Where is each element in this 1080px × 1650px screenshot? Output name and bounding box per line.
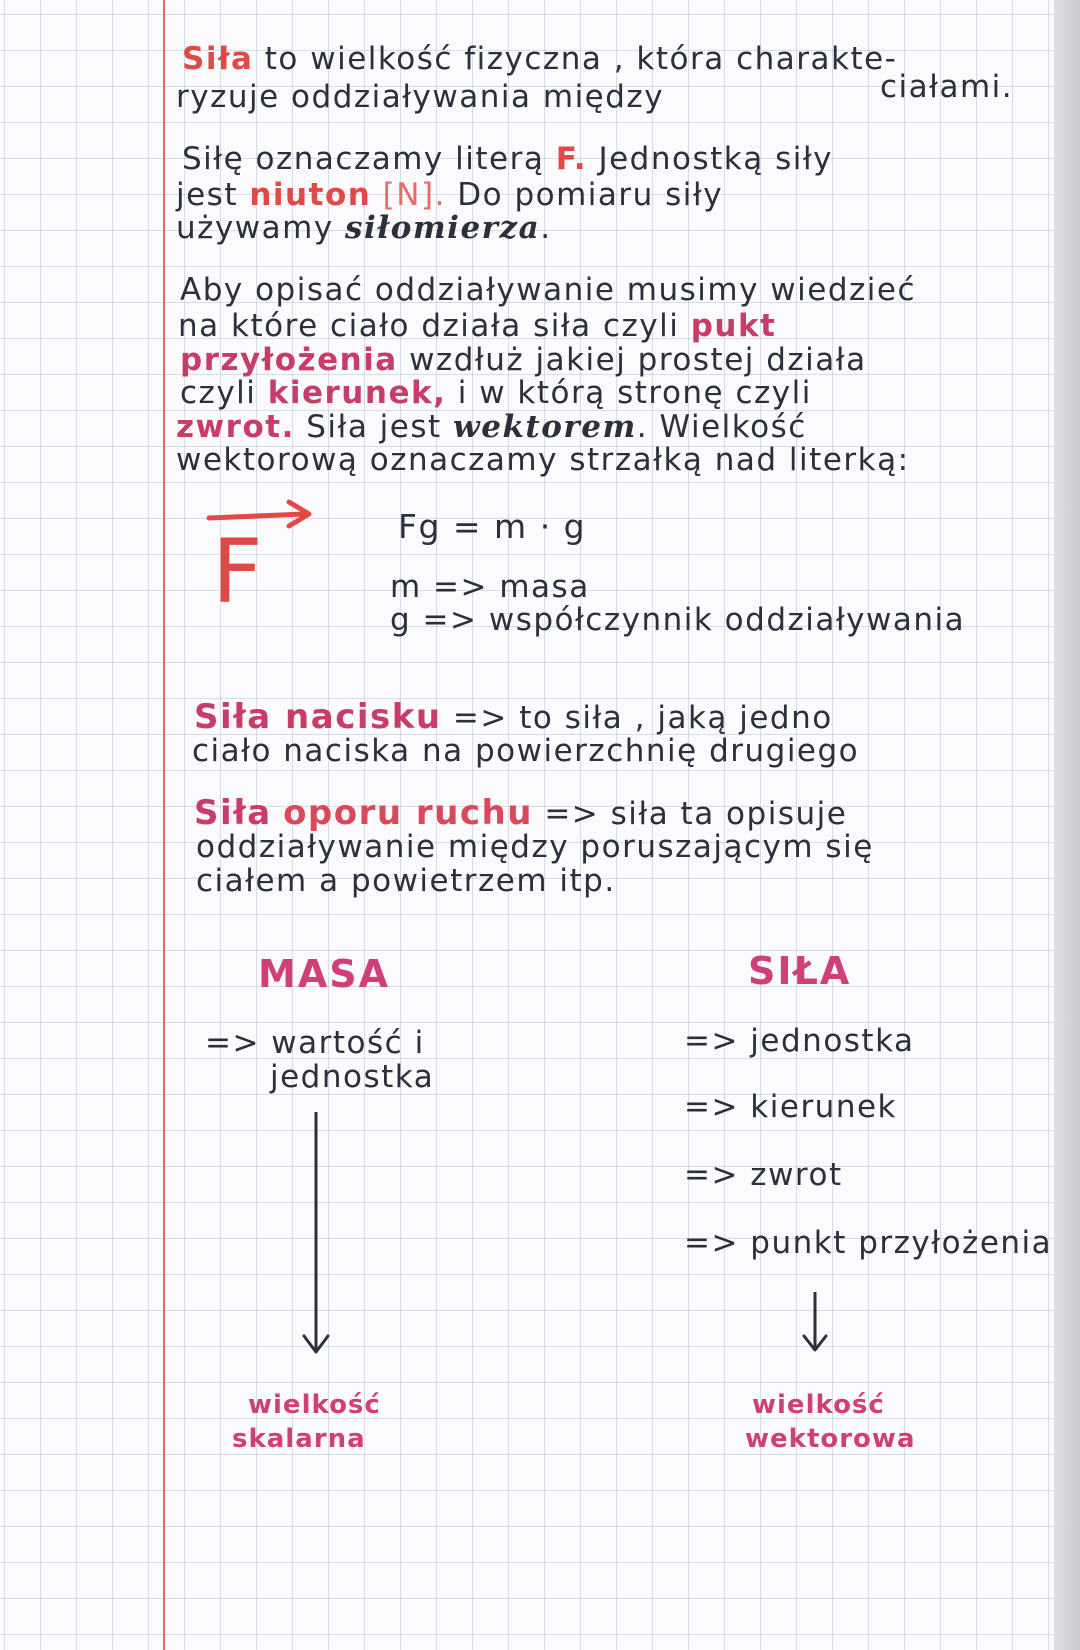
masa-result-line-2: skalarna (232, 1424, 366, 1454)
vector-line-4-text: czyli (180, 375, 257, 411)
masa-title: MASA (258, 952, 391, 996)
sila-item-3: => zwrot (684, 1157, 843, 1193)
vector-line-1: Aby opisać oddziaływanie musimy wiedzieć (180, 272, 917, 308)
vector-line-5-end: . Wielkość (636, 409, 807, 445)
term-punkt: pukt (690, 308, 777, 344)
term-sila-oporu-a: Siła (194, 793, 272, 833)
intro-line-2-end: ciałami. (880, 69, 1014, 105)
masa-item-line-1: => wartość i (205, 1025, 425, 1061)
intro2-line-1 (182, 141, 833, 177)
intro-line-1-text: to wielkość fizyczna , która charakte- (264, 41, 898, 77)
tool-silomierz: siłomierza (345, 210, 541, 246)
vector-line-3-text: wzdłuż jakiej prostej działa (409, 342, 867, 378)
vector-line-6: wektorową oznaczamy strzałką nad literką: (176, 442, 910, 478)
masa-item-line-2: jednostka (270, 1059, 435, 1095)
opor-line-1 (194, 793, 848, 833)
nacisk-line-1 (194, 697, 833, 737)
intro-line-2-text: ryzuje oddziaływania między (176, 79, 665, 115)
intro-line-2 (176, 79, 665, 115)
formula-def-g: g => współczynnik oddziaływania (390, 602, 966, 638)
opor-line-3: ciałem a powietrzem itp. (196, 863, 616, 899)
term-wektor: wektorem (453, 409, 637, 445)
margin-line (163, 0, 165, 1650)
term-sila-oporu-b: oporu ruchu (283, 793, 533, 833)
nacisk-line-2: ciało naciska na powierzchnię drugiego (192, 733, 860, 769)
vector-line-5 (176, 409, 807, 445)
vector-line-4-end: i w którą stronę czyli (457, 375, 812, 411)
intro2-line-3-text: używamy (176, 210, 334, 246)
intro2-line-1-text: Siłę oznaczamy literą (182, 141, 545, 177)
intro2-line-2-end: Do pomiaru siły (457, 177, 724, 213)
vector-line-5-text: Siła jest (306, 409, 442, 445)
term-zwrot: zwrot. (176, 409, 295, 445)
term-przylozenia: przyłożenia (180, 342, 398, 378)
sila-result-line-2: wektorowa (745, 1424, 916, 1454)
unit-niuton: niuton (249, 177, 372, 213)
vector-letter-F: F (212, 520, 263, 623)
unit-symbol: [N]. (382, 177, 446, 213)
sila-item-2: => kierunek (684, 1089, 898, 1125)
term-sila-nacisku: Siła nacisku (194, 697, 442, 737)
opor-line-2: oddziaływanie między poruszającym się (196, 829, 874, 865)
formula-def-m: m => masa (390, 569, 590, 605)
vector-line-4 (180, 375, 812, 411)
intro-line-1 (182, 41, 898, 77)
intro2-line-1-end: Jednostką siły (598, 141, 833, 177)
term-sila: Siła (182, 41, 254, 77)
sila-down-arrow-icon (795, 1290, 835, 1360)
masa-down-arrow-icon (296, 1110, 336, 1360)
intro2-line-2 (176, 177, 724, 213)
sila-item-4: => punkt przyłożenia (684, 1225, 1053, 1261)
sila-title: SIŁA (748, 949, 852, 993)
masa-result-line-1: wielkość (248, 1390, 381, 1420)
sila-result-line-1: wielkość (752, 1390, 885, 1420)
nacisk-line-1-text: => to siła , jaką jedno (452, 700, 833, 736)
vector-line-3 (180, 342, 867, 378)
formula-equation: Fg = m · g (398, 507, 587, 546)
intro2-line-3-dot: . (540, 210, 552, 246)
notebook-spine (1054, 0, 1080, 1650)
intro2-line-2-text: jest (176, 177, 238, 213)
symbol-F: F. (555, 141, 588, 177)
vector-line-2 (178, 308, 777, 344)
opor-line-1-text: => siła ta opisuje (544, 796, 848, 832)
term-kierunek: kierunek, (267, 375, 447, 411)
intro2-line-3 (176, 210, 552, 246)
vector-line-2-text: na które ciało działa siła czyli (178, 308, 680, 344)
sila-item-1: => jednostka (684, 1023, 915, 1059)
